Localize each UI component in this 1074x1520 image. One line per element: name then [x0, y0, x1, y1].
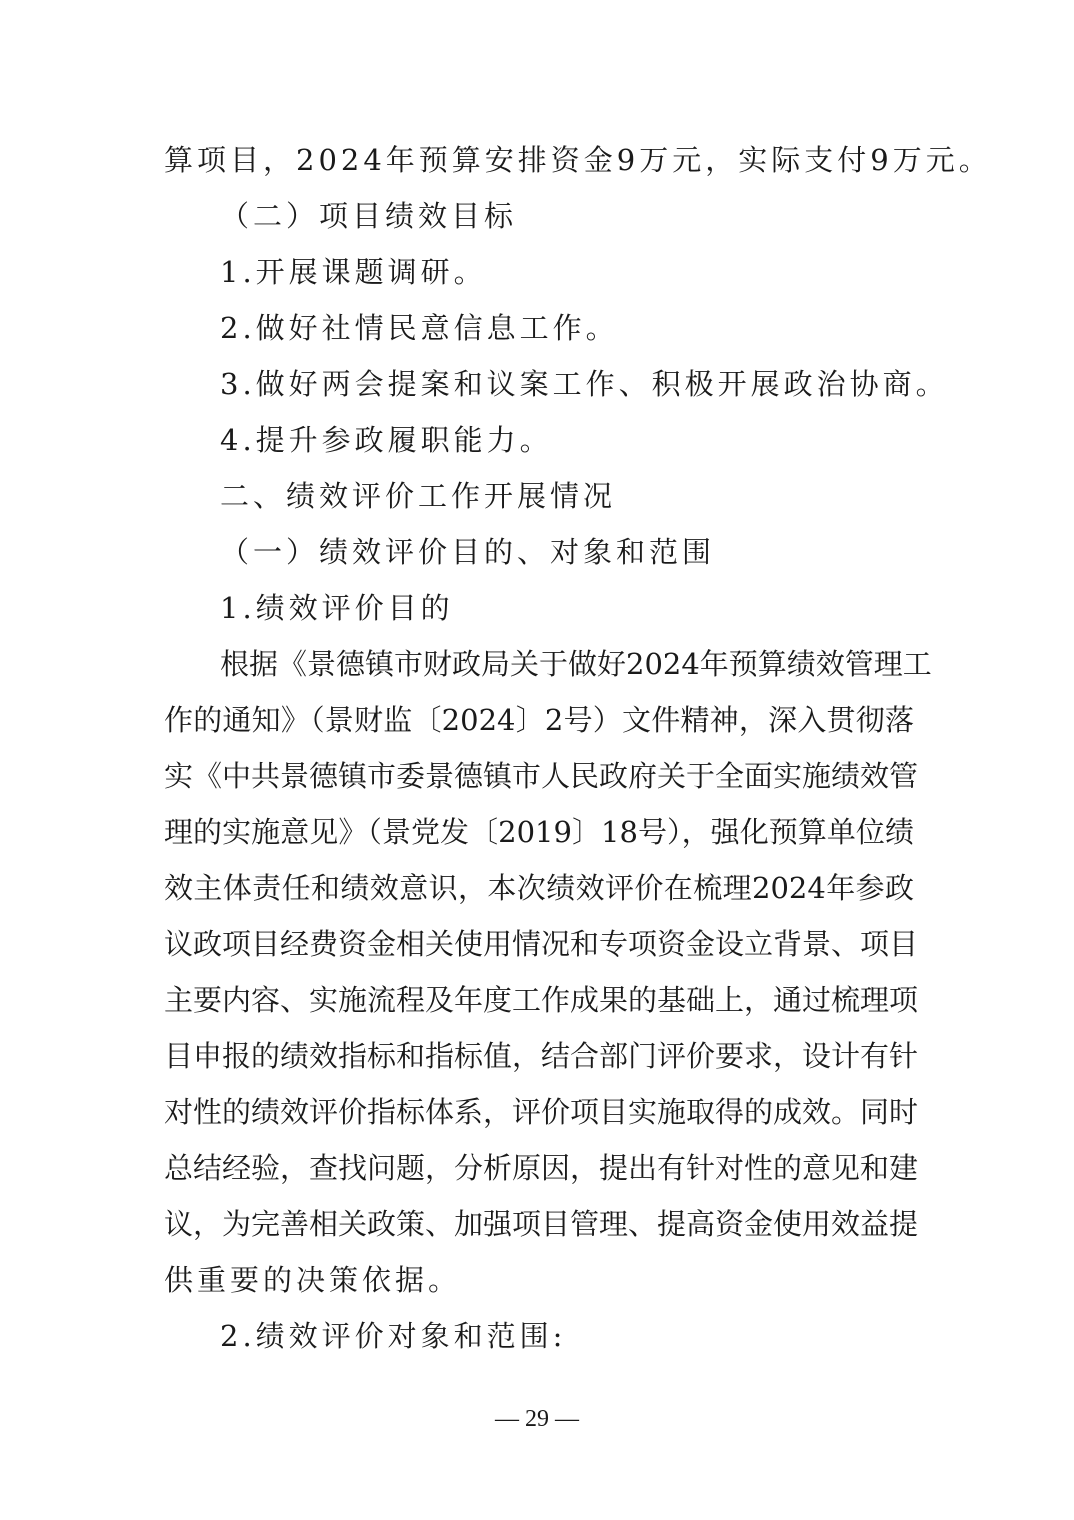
page-number: — 29 —	[495, 1406, 579, 1432]
list-item: 2.做好社情民意信息工作。	[220, 311, 619, 345]
body-text	[164, 132, 992, 1364]
paragraph-line: 根据《景德镇市财政局关于做好2024年预算绩效管理工	[220, 647, 932, 681]
paragraph-line: 实《中共景德镇市委景德镇市人民政府关于全面实施绩效管	[164, 759, 919, 793]
paragraph-line: 效主体责任和绩效意识，本次绩效评价在梳理2024年参政	[164, 871, 914, 905]
section-heading: （一）绩效评价目的、对象和范围	[220, 535, 716, 569]
chapter-heading: 二、绩效评价工作开展情况	[220, 479, 617, 513]
text-line: 算项目，2024年预算安排资金9万元，实际支付9万元。	[164, 143, 992, 177]
list-item: 3.做好两会提案和议案工作、积极开展政治协商。	[220, 367, 949, 401]
list-item: 1.开展课题调研。	[220, 255, 487, 289]
section-heading: （二）项目绩效目标	[220, 199, 518, 233]
paragraph-line: 目申报的绩效指标和指标值，结合部门评价要求，设计有针	[164, 1039, 919, 1073]
subsection-heading: 2.绩效评价对象和范围:	[220, 1319, 567, 1353]
paragraph-line: 供重要的决策依据。	[164, 1263, 462, 1297]
subsection-heading: 1.绩效评价目的	[220, 591, 454, 625]
paragraph-line: 作的通知》（景财监〔2024〕2号）文件精神，深入贯彻落	[164, 703, 914, 737]
paragraph-line: 理的实施意见》（景党发〔2019〕18号），强化预算单位绩	[164, 815, 914, 849]
paragraph-line: 主要内容、实施流程及年度工作成果的基础上，通过梳理项	[164, 983, 919, 1017]
paragraph-line: 议政项目经费资金相关使用情况和专项资金设立背景、项目	[164, 927, 919, 961]
paragraph-line: 总结经验，查找问题，分析原因，提出有针对性的意见和建	[164, 1151, 919, 1185]
paragraph-line: 议，为完善相关政策、加强项目管理、提高资金使用效益提	[164, 1207, 919, 1241]
list-item: 4.提升参政履职能力。	[220, 423, 553, 457]
paragraph-line: 对性的绩效评价指标体系，评价项目实施取得的成效。同时	[164, 1095, 919, 1129]
